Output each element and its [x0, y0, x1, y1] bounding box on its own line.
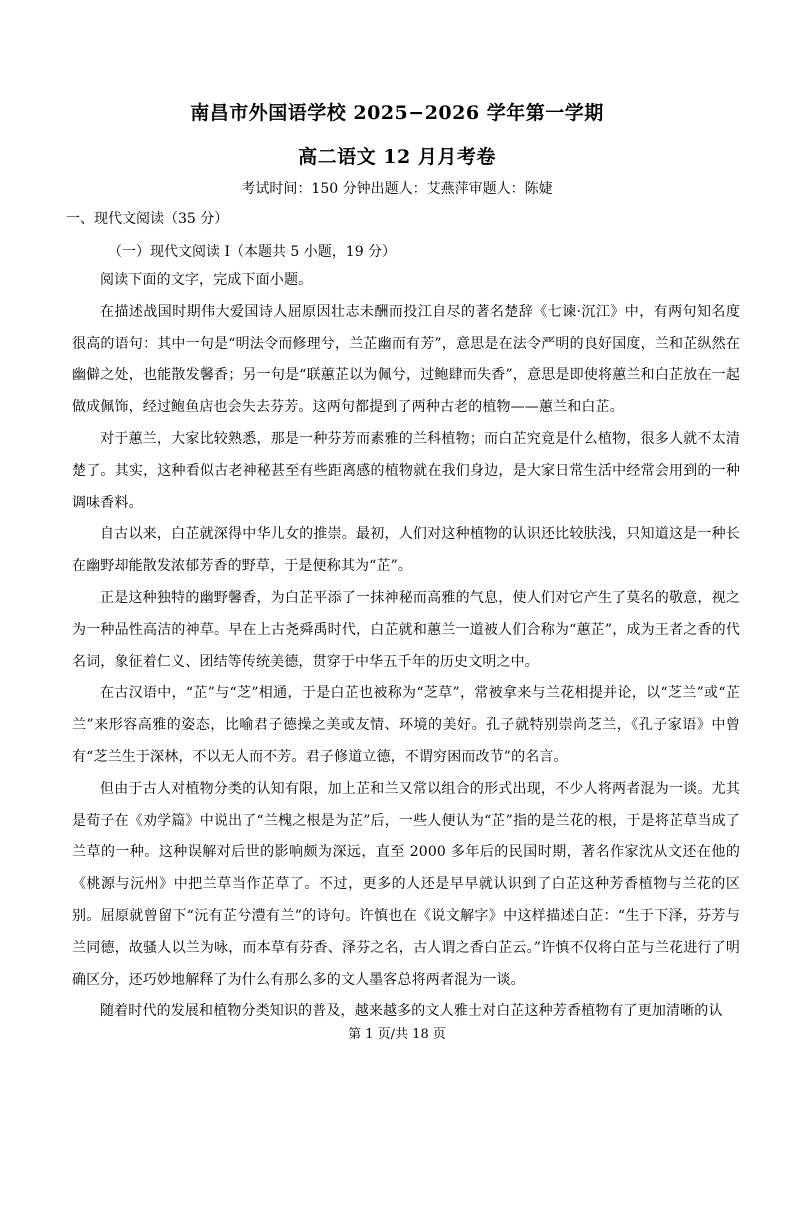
exam-title: 南昌市外国语学校 2025−2026 学年第一学期 — [190, 102, 604, 124]
passage-paragraph: 但由于古人对植物分类的认知有限，加上芷和兰又常以组合的形式出现，不少人将两者混为一谈。尤其是荀子在《劝学篇》中说出了“兰槐之根是为芷”后，一些人便认为“芷”指的是兰花的根，于是将芷草当成了兰草的一种。这种误解对后世的影响颇为深远，直至 2000 多年后的民国时期，著名作家沈从文还在他的《桃源与沅州》中把兰草当作芷草了。不过，更多的人还是早早就认识到了白芷这种芳香植物与兰花的区别。屈原就曾留下“沅有芷兮澧有兰”的诗句。许慎也在《说文解字》中这样描述白芷：“生于下泽，芬芳与兰同德，故骚人以兰为咏，而本草有芬香、泽芬之名，古人谓之香白芷云。”许慎不仅将白芷与兰花进行了明确区分，还巧妙地解释了为什么有那么多的文人墨客总将两者混为一谈。 — [72, 780, 740, 988]
passage-paragraph: 在描述战国时期伟大爱国诗人屈原因壮志未酬而投江自尽的著名楚辞《七谏·沉江》中，有两句知名度很高的语句：其中一句是“明法令而修理兮，兰芷幽而有芳”，意思是在法令严明的良好国度，兰和芷纵然在幽僻之处，也能散发馨香；另一句是“联蕙芷以为佩兮，过鲍肆而失香”，意思是即使将蕙兰和白芷放在一起做成佩饰，经过鲍鱼店也会失去芬芳。这两句都提到了两种古老的植物——蕙兰和白芷。 — [72, 303, 740, 416]
passage-paragraph: 在古汉语中，“芷”与“芝”相通，于是白芷也被称为“芝草”，常被拿来与兰花相提并论，以“芝兰”或“芷兰”来形容高雅的姿态，比喻君子德操之美或友情、环境的美好。孔子就特别崇尚芝兰，《孔子家语》中曾有“芝兰生于深林，不以无人而不芳。君子修道立德，不谓穷困而改节”的名言。 — [72, 685, 740, 765]
passage-paragraph: 对于蕙兰，大家比较熟悉，那是一种芬芳而素雅的兰科植物；而白芷究竟是什么植物，很多人就不太清楚了。其实，这种看似古老神秘甚至有些距离感的植物就在我们身边，是大家日常生活中经常会用到的一种调味香料。 — [72, 430, 740, 511]
subsection-heading: （一）现代文阅读 I（本题共 5 小题，19 分） — [108, 244, 397, 260]
passage-paragraph: 随着时代的发展和植物分类知识的普及，越来越多的文人雅士对白芷这种芳香植物有了更加清晰的认 — [100, 1003, 723, 1020]
passage-paragraph: 正是这种独特的幽野馨香，为白芷平添了一抹神秘而高雅的气息，使人们对它产生了莫名的敬意，视之为一种品性高洁的神草。早在上古尧舜禹时代，白芷就和蕙兰一道被人们合称为“蕙芷”，成为王者之香的代名词，象征着仁义、团结等传统美德，贯穿于中华五千年的历史文明之中。 — [72, 589, 740, 670]
section-heading: 一、现代文阅读（35 分） — [66, 211, 229, 227]
reading-passage — [72, 265, 740, 1028]
instruction-paragraph: 阅读下面的文字，完成下面小题。 — [100, 272, 313, 288]
exam-subtitle: 高二语文 12 月月考卷 — [298, 146, 496, 168]
page-number: 第 1 页/共 18 页 — [348, 1027, 446, 1042]
passage-paragraph: 自古以来，白芷就深得中华儿女的推崇。最初，人们对这种植物的认识还比较肤浅，只知道这是一种长在幽野却能散发浓郁芳香的野草，于是便称其为“芷”。 — [72, 526, 740, 575]
exam-meta-info: 考试时间：150 分钟出题人：艾燕萍审题人：陈婕 — [241, 181, 553, 197]
